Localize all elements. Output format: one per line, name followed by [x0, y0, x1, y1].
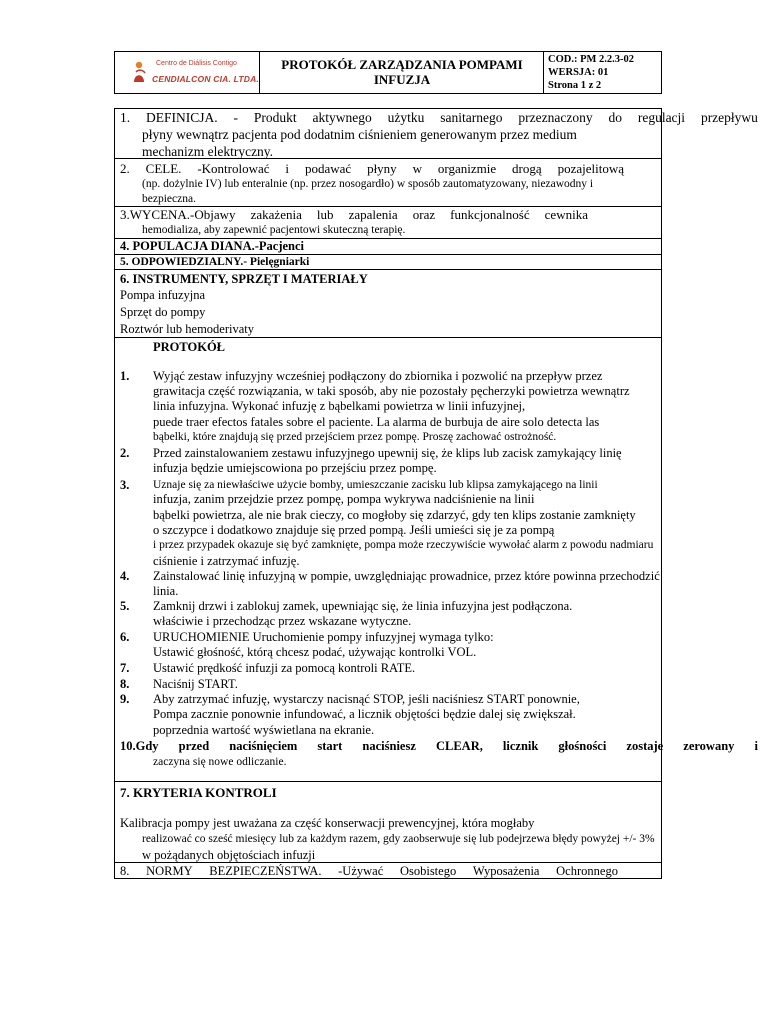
instrument-item: Roztwór lub hemoderivaty	[120, 322, 254, 336]
step-10-line-2: zaczyna się nowe odliczanie.	[153, 756, 287, 768]
control-criteria-title: 7. KRYTERIA KONTROLI	[120, 785, 277, 800]
doc-code: COD.: PM 2.2.3-02	[548, 54, 635, 65]
doc-page: Strona 1 z 2	[548, 80, 602, 91]
step-3-line-5: i przez przypadek okazuje się być zamknięte, pompa może rzeczywiście wywołać alarm z powodu nadmiaru	[153, 539, 654, 551]
doc-title-line-2: INFUZJA	[373, 72, 431, 87]
row-divider	[114, 337, 662, 338]
step-number: 4.	[120, 569, 130, 583]
step-4-line-1: Zainstalować linię infuzyjną w pompie, uwzględniając prowadnice, przez które powinna przechodzić	[153, 569, 660, 583]
step-1-line-4: puede traer efectos fatales sobre el paciente. La alarma de burbuja de aire solo detecta las	[153, 415, 600, 429]
step-5-line-2: właściwie i przechodząc przez wskazane wytyczne.	[153, 614, 412, 628]
control-criteria-line-2: realizować co sześć miesięcy lub za każdym razem, gdy zaobserwuje się lub podejrzewa błędy powyżej +/- 3%	[142, 833, 655, 845]
instrument-item: Sprzęt do pompy	[120, 305, 206, 319]
step-3-line-6: ciśnienie i zatrzymać infuzję.	[153, 554, 300, 568]
safety-norms-row: 8. NORMY BEZPIECZEŃSTWA. -Używać Osobistego Wyposażenia Ochronnego	[120, 864, 618, 878]
step-6-line-1: URUCHOMIENIE Uruchomienie pompy infuzyjnej wymaga tylko:	[153, 630, 494, 644]
goals-line-3: bezpieczna.	[142, 193, 196, 205]
step-2-line-1: Przed zainstalowaniem zestawu infuzyjnego upewnij się, że klips lub zacisk zamykający linię	[153, 446, 622, 460]
step-number: 8.	[120, 677, 130, 691]
definition-line-1: 1. DEFINICJA. - Produkt aktywnego użytku sanitarnego przeznaczony do regulacji przepływu	[120, 110, 758, 125]
step-10-line-1: 10.Gdy przed naciśnięciem start naciśniesz CLEAR, licznik głośności zostaje zerowany i	[120, 739, 758, 753]
step-2-line-2: infuzja będzie umiejscowiona po przejściu przez pompę.	[153, 461, 437, 475]
doc-version: WERSJA: 01	[548, 67, 609, 78]
protocol-title: PROTOKÓŁ	[153, 340, 226, 354]
step-3-line-3: bąbelki powietrza, ale nie brak cieczy, co mogłoby się zdarzyć, gdy ten klips zostanie zamknięty	[153, 508, 636, 522]
definition-line-2: płyny wewnątrz pacjenta pod dodatnim ciśnieniem generowanym przez medium	[142, 127, 577, 142]
row-divider	[114, 862, 662, 863]
step-number: 3.	[120, 478, 130, 492]
goals-line-1: 2. CELE. -Kontrolować i podawać płyny w organizmie drogą pozajelitową	[120, 161, 624, 176]
step-1-line-3: linia infuzyjna. Wykonać infuzję z bąbelkami powietrza w linii infuzyjnej,	[153, 399, 526, 413]
goals-line-2: (np. dożylnie IV) lub enteralnie (np. przez nosogardło) w sposób zautomatyzowany, niezawodny i	[142, 178, 594, 190]
instrument-item: Pompa infuzyjna	[120, 288, 206, 302]
step-9-line-2: Pompa zacznie ponownie infundować, a licznik objętości będzie dalej się zwiększał.	[153, 707, 576, 721]
step-6-line-2: Ustawić głośność, którą chcesz podać, używając kontrolki VOL.	[153, 645, 477, 659]
population-row: 4. POPULACJA DIANA.-Pacjenci	[120, 239, 305, 253]
step-1-line-1: Wyjąć zestaw infuzyjny wcześniej podłączony do zbiornika i pozwolić na przepływ przez	[153, 369, 603, 383]
step-7: Ustawić prędkość infuzji za pomocą kontroli RATE.	[153, 661, 416, 675]
definition-line-3: mechanizm elektryczny.	[142, 144, 274, 159]
step-3-line-1: Uznaje się za niewłaściwe użycie bomby, umieszczanie zacisku lub klipsa zamykającego na linii	[153, 479, 598, 491]
step-1-line-2: grawitacja część rozwiązania, w taki sposób, aby nie pozostały pęcherzyki powietrza wewnątrz	[153, 384, 630, 398]
step-number: 2.	[120, 446, 130, 460]
step-9-line-3: poprzednia wartość wyświetlana na ekranie.	[153, 723, 375, 737]
step-1-line-5: bąbelki, które znajdują się przed przejściem przez pompę. Proszę zachować ostrożność.	[153, 431, 557, 443]
instruments-title: 6. INSTRUMENTY, SPRZĘT I MATERIAŁY	[120, 272, 368, 286]
assessment-line-1: 3.WYCENA.-Objawy zakażenia lub zapalenia oraz funkcjonalność cewnika	[120, 207, 588, 222]
step-9-line-1: Aby zatrzymać infuzję, wystarczy nacisnąć STOP, jeśli naciśniesz START ponownie,	[153, 692, 580, 706]
step-3-line-4: o szczypce i dodatkowo znajduje się przed pompą. Jeśli umieści się je za pompą	[153, 523, 555, 537]
row-divider	[114, 781, 662, 782]
control-criteria-line-3: w pożądanych objętościach infuzji	[142, 848, 316, 862]
step-4-line-2: linia.	[153, 584, 179, 598]
step-3-line-2: infuzja, zanim przejdzie przez pompę, pompa wykrywa nadciśnienie na linii	[153, 492, 535, 506]
step-number: 9.	[120, 692, 130, 706]
clinic-logo-icon	[131, 61, 147, 83]
control-criteria-line-1: Kalibracja pompy jest uważana za część konserwacji prewencyjnej, która mogłaby	[120, 816, 535, 830]
step-number: 7.	[120, 661, 130, 675]
step-number: 5.	[120, 599, 130, 613]
step-number: 1.	[120, 369, 130, 383]
responsible-row: 5. ODPOWIEDZIALNY.- Pielęgniarki	[120, 256, 310, 268]
logo-line-1: Centro de Diálisis Contigo	[156, 60, 237, 67]
step-5-line-1: Zamknij drzwi i zablokuj zamek, upewniając się, że linia infuzyjna jest podłączona.	[153, 599, 573, 613]
logo-line-2: CENDIALCON CIA. LTDA.	[152, 74, 259, 84]
doc-title-line-1: PROTOKÓŁ ZARZĄDZANIA POMPAMI	[281, 57, 523, 72]
step-8: Naciśnij START.	[153, 677, 238, 691]
step-number: 6.	[120, 630, 130, 644]
assessment-line-2: hemodializa, aby zapewnić pacjentowi skuteczną terapię.	[142, 224, 406, 236]
row-divider	[114, 269, 662, 270]
